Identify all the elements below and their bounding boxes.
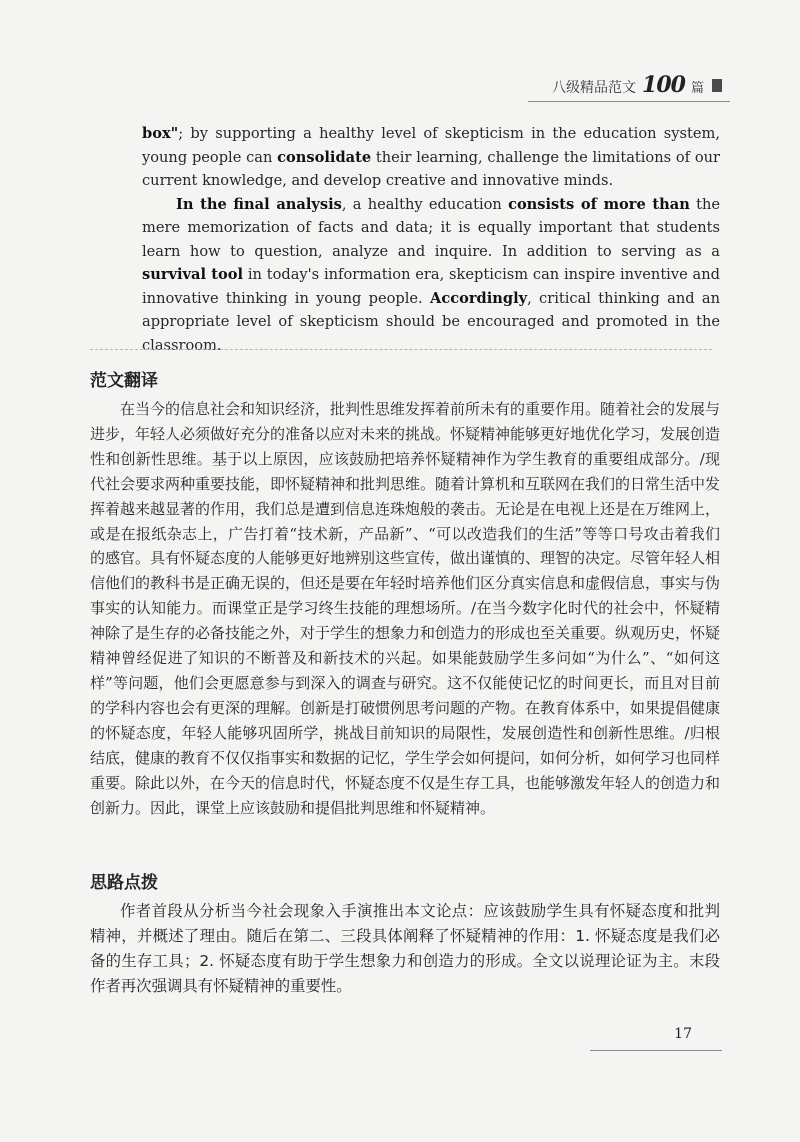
- section-divider: [90, 349, 712, 350]
- essay-text: their learning, challenge the limitations of our current knowledge, and develop creative and innovative minds.: [142, 148, 720, 189]
- bold-phrase: consolidate: [277, 148, 372, 166]
- tips-body: [90, 899, 720, 999]
- essay-paragraph: [142, 193, 720, 358]
- header-block-icon: [712, 79, 722, 92]
- footer-rule: [590, 1050, 722, 1051]
- translation-paragraph: 在当今的信息社会和知识经济，批判性思维发挥着前所未有的重要作用。随着社会的发展与进步，年轻人必须做好充分的准备以应对未来的挑战。怀疑精神能够更好地优化学习，发展创造性和创新性思维。基于以上原因，应该鼓励把培养怀疑精神作为学生教育的重要组成部分。/现代社会要求两种重要技能，即怀疑精神和批判思维。随着计算机和互联网在我们的日常生活中发挥着越来越显著的作用，我们总是遭到信息连珠炮般的袭击。无论是在电视上还是在万维网上，或是在报纸杂志上，广告打着“技术新，产品新”、“可以改造我们的生活”等等口号攻击着我们的感官。具有怀疑态度的人能够更好地辨别这些宣传，做出谨慎的、理智的决定。尽管年轻人相信他们的教科书是正确无误的，但还是要在年轻时培养他们区分真实信息和虚假信息，事实与伪事实的认知能力。而课堂正是学习终生技能的理想场所。/在当今数字化时代的社会中，怀疑精神除了是生存的必备技能之外，对于学生的想象力和创造力的形成也至关重要。纵观历史，怀疑精神曾经促进了知识的不断普及和新技术的兴起。如果能鼓励学生多问如“为什么”、“如何这样”等问题，他们会更愿意参与到深入的调查与研究。这不仅能使记忆的时间更长，而且对目前的学科内容也会有更深的理解。创新是打破惯例思考问题的产物。在教育体系中，如果提倡健康的怀疑态度，年轻人能够巩固所学，挑战目前知识的局限性，发展创造性和创新性思维。/归根结底，健康的教育不仅仅指事实和数据的记忆，学生学会如何提问，如何分析，如何学习也同样重要。除此以外，在今天的信息时代，怀疑态度不仅是生存工具，也能够激发年轻人的创造力和创新力。因此，课堂上应该鼓励和提倡批判思维和怀疑精神。: [90, 400, 721, 817]
- essay-text: in today's information era, skepticism can inspire inventive and innovative thinking in young people.: [142, 266, 720, 307]
- essay-text: ; by supporting a healthy level of skepticism in the education system, young people can: [142, 125, 720, 166]
- english-essay: [142, 122, 720, 357]
- tips-paragraph: 作者首段从分析当今社会现象入手演推出本文论点：应该鼓励学生具有怀疑态度和批判精神，并概述了理由。随后在第二、三段具体阐释了怀疑精神的作用：1. 怀疑态度是我们必备的生存工具；2. 怀疑态度有助于学生想象力和创造力的形成。全文以说理论证为主。末段作者再次强调具有怀疑精神的重要性。: [90, 902, 720, 995]
- essay-text: , a healthy education: [341, 195, 509, 213]
- bold-phrase: In the final analysis: [176, 195, 342, 213]
- bold-phrase: survival tool: [142, 266, 244, 283]
- tips-title: 思路点拨: [90, 873, 158, 893]
- bold-phrase: box": [142, 125, 179, 142]
- translation-title: 范文翻译: [90, 371, 158, 391]
- series-title: 八级精品范文: [552, 80, 637, 96]
- translation-body: [90, 397, 720, 820]
- bold-phrase: Accordingly: [430, 289, 528, 307]
- count-unit: 篇: [690, 81, 704, 96]
- essay-count: 100: [642, 72, 685, 98]
- bold-phrase: consists of more than: [508, 195, 690, 213]
- essay-text: , critical thinking and an appropriate level of skepticism should be encouraged and promoted in the classroom.: [142, 289, 720, 354]
- header-rule: [528, 101, 730, 102]
- essay-paragraph: [142, 122, 720, 193]
- page-number: 17: [674, 1026, 692, 1042]
- essay-text: the mere memorization of facts and data; it is equally important that students learn how to question, analyze and inquire. In addition to serving as a: [142, 195, 720, 260]
- running-header: [552, 72, 722, 98]
